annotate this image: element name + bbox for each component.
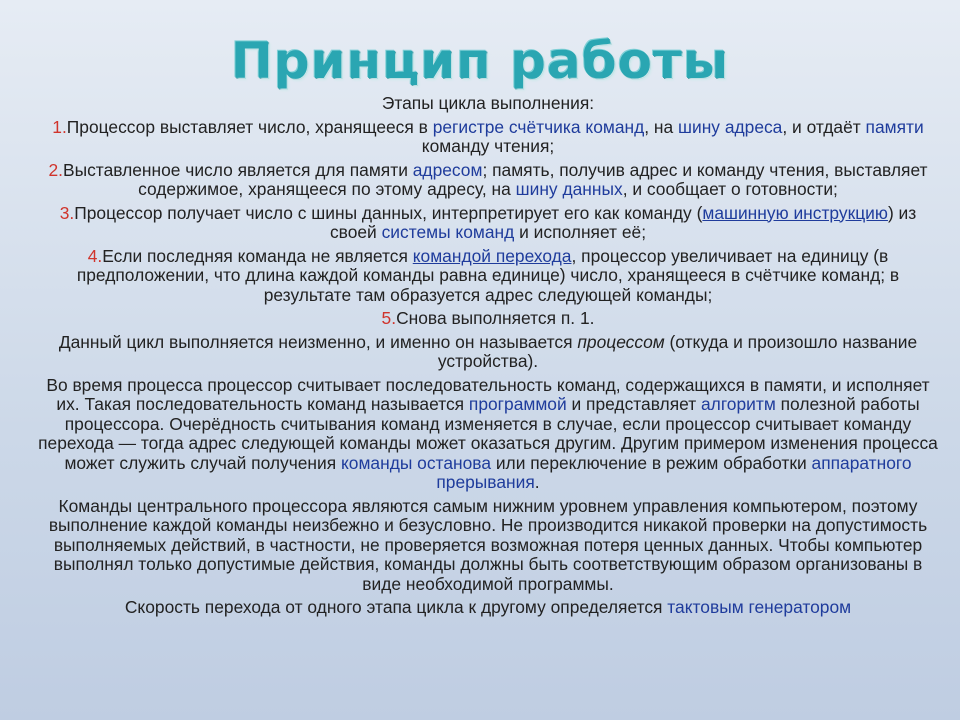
slide-title: Принцип работы <box>230 32 730 90</box>
paragraph-cycle-text-b: (откуда и произошло название устройства). <box>437 331 918 371</box>
link-hardware-interrupt[interactable]: аппаратного прерывания <box>436 452 912 492</box>
link-machine-instruction[interactable]: машинную инструкцию <box>702 202 888 223</box>
paragraph-program-text-d: или переключение в режим обработки <box>491 452 812 473</box>
step-3 <box>38 204 938 243</box>
step-1-number: 1. <box>52 116 67 137</box>
step-2-text-a: Выставленное число является для памяти <box>63 159 413 180</box>
paragraph-program-text-a: Во время процесса процессор считывает последовательность команд, содержащихся в памяти, и исполняет их. Такая последовательность команд называется <box>46 374 930 414</box>
link-data-bus[interactable]: шину данных <box>515 179 623 199</box>
step-1-text-a: Процессор выставляет число, хранящееся в <box>66 116 433 137</box>
paragraph-cycle <box>38 333 938 372</box>
step-2-number: 2. <box>48 159 63 180</box>
step-4-text-a: Если последняя команда не является <box>102 245 413 266</box>
paragraph-program <box>38 376 938 493</box>
link-jump-instruction[interactable]: командой перехода <box>412 245 572 266</box>
link-algorithm[interactable]: алгоритм <box>701 394 776 414</box>
paragraph-speed-text: Скорость перехода от одного этапа цикла к другому определяется <box>124 597 668 617</box>
step-3-text-c: и исполняет её; <box>514 222 647 242</box>
link-memory[interactable]: памяти <box>865 116 924 137</box>
step-1-text-b: , на <box>644 116 679 137</box>
step-2-text-b: ; память, получив адрес и команду чтения, выставляет содержимое, хранящееся по этому адресу, на <box>138 159 928 199</box>
step-2-text-c: , и сообщает о готовности; <box>622 179 838 199</box>
step-1-text-c: , и отдаёт <box>782 116 866 137</box>
slide-body <box>38 94 938 622</box>
link-address-bus[interactable]: шину адреса <box>678 116 783 137</box>
link-program[interactable]: программой <box>468 394 567 414</box>
step-1 <box>38 118 938 157</box>
step-1-text-d: команду чтения; <box>421 136 555 156</box>
paragraph-program-text-e: . <box>534 472 540 492</box>
paragraph-program-text-b: и представляет <box>566 394 702 414</box>
step-4-text-b: , процессор увеличивает на единицу (в предположении, что длина каждой команды равна единице) число, хранящееся в счётчике команд; в результате там образуется адрес следующей команды; <box>76 245 900 305</box>
step-5-number: 5. <box>381 308 397 328</box>
paragraph-commands: Команды центрального процессора являются самым нижним уровнем управления компьютером, поэтому выполнение каждой команды неизбежно и безусловно. Не производится никакой проверки на допустимость выполняемых действий, в частности, не проверяется возможная потеря ценных данных. Чтобы компьютер выполнял только допустимые действия, команды должны быть соответствующим образом организованы в виде необходимой программы. <box>48 495 928 594</box>
link-address[interactable]: адресом <box>412 159 483 180</box>
step-3-number: 3. <box>59 202 75 223</box>
link-clock-generator[interactable]: тактовым генератором <box>667 597 852 617</box>
step-5 <box>38 309 938 329</box>
link-halt-instruction[interactable]: команды останова <box>341 452 491 473</box>
step-4 <box>38 247 938 306</box>
step-4-number: 4. <box>87 245 103 266</box>
intro-text: Этапы цикла выполнения: <box>381 93 595 113</box>
step-5-text: Снова выполняется п. 1. <box>396 308 595 328</box>
term-process: процессом <box>577 331 665 352</box>
step-3-text-a: Процессор получает число с шины данных, интерпретирует его как команду ( <box>74 202 703 223</box>
paragraph-program-text-c: полезной работы процессора. Очерёдность считывания команд изменяется в случае, если процессор считывает команду перехода — тогда адрес следующей команды может оказаться другим. Другим примером изменения процесса может служить случай получения <box>38 394 938 473</box>
paragraph-cycle-text-a: Данный цикл выполняется неизменно, и именно он называется <box>58 331 578 352</box>
link-program-counter[interactable]: регистре счётчика команд <box>432 116 645 137</box>
step-2 <box>38 161 938 200</box>
link-instruction-set[interactable]: системы команд <box>381 222 515 242</box>
step-3-text-b: ) из своей <box>329 202 917 242</box>
paragraph-speed <box>38 598 938 618</box>
